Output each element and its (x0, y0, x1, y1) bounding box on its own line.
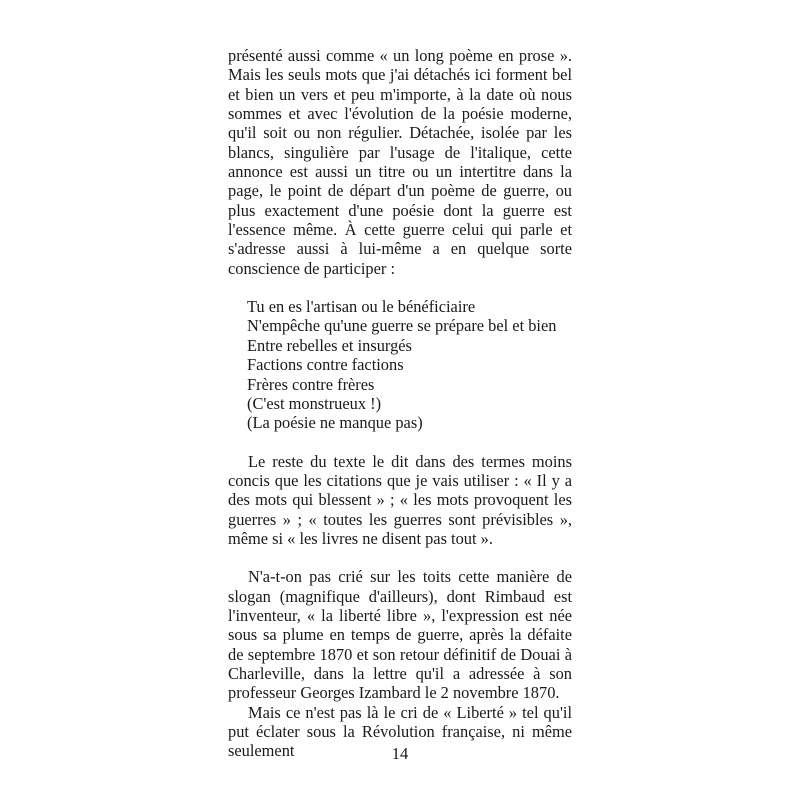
body-text (228, 46, 572, 761)
verse-line: Frères contre frères (247, 374, 375, 394)
verse-line: Entre rebelles et insurgés (247, 335, 412, 355)
paragraph-3: N'a-t-on pas crié sur les toits cette manière de slogan (magnifique d'ailleurs), dont Rimbaud est l'inventeur, « la liberté libre », l'expression est née sous sa plume en temps de guerre, après la défaite de septembre 1870 et son retour définitif de Douai à Charleville, dans la lettre qu'il a adressée à son professeur Georges Izambard le 2 novembre 1870. (228, 567, 572, 703)
verse-line: Factions contre factions (247, 355, 404, 375)
verse-line: (La poésie ne manque pas) (247, 413, 423, 433)
blank-line (228, 548, 572, 567)
paragraph-1: présenté aussi comme « un long poème en prose ». Mais les seuls mots que j'ai détachés ici forment bel et bien un vers et peu m'importe, à la date où nous sommes et avec l'évolution de la poésie moderne, qu'il soit ou non régulier. Détachée, isolée par les blancs, singulière par l'usage de l'italique, cette annonce est aussi un titre ou un intertitre dans la page, le point de départ d'un poème de guerre, ou plus exactement d'une poésie dont la guerre est l'essence même. À cette guerre celui qui parle et s'adresse aussi à lui-même a en quelque sorte conscience de participer : (228, 46, 572, 278)
verse-quotation (228, 297, 572, 432)
blank-line (228, 433, 572, 452)
paragraph-2: Le reste du texte le dit dans des termes moins concis que les citations que je vais utiliser : « Il y a des mots qui blessent » ; « les mots provoquent les guerres » ; « toutes les guerres sont prévisibles », même si « les livres ne disent pas tout ». (228, 451, 572, 548)
paragraph-4: Mais ce n'est pas là le cri de « Liberté » tel qu'il put éclater sous la Révolution française, ni même seulement (228, 702, 572, 761)
verse-line: (C'est monstrueux !) (247, 393, 382, 413)
verse-line: N'empêche qu'une guerre se prépare bel et bien (247, 316, 557, 336)
verse-line: Tu en es l'artisan ou le bénéficiaire (247, 297, 476, 317)
blank-line (228, 278, 572, 297)
page-number: 14 (391, 744, 409, 763)
